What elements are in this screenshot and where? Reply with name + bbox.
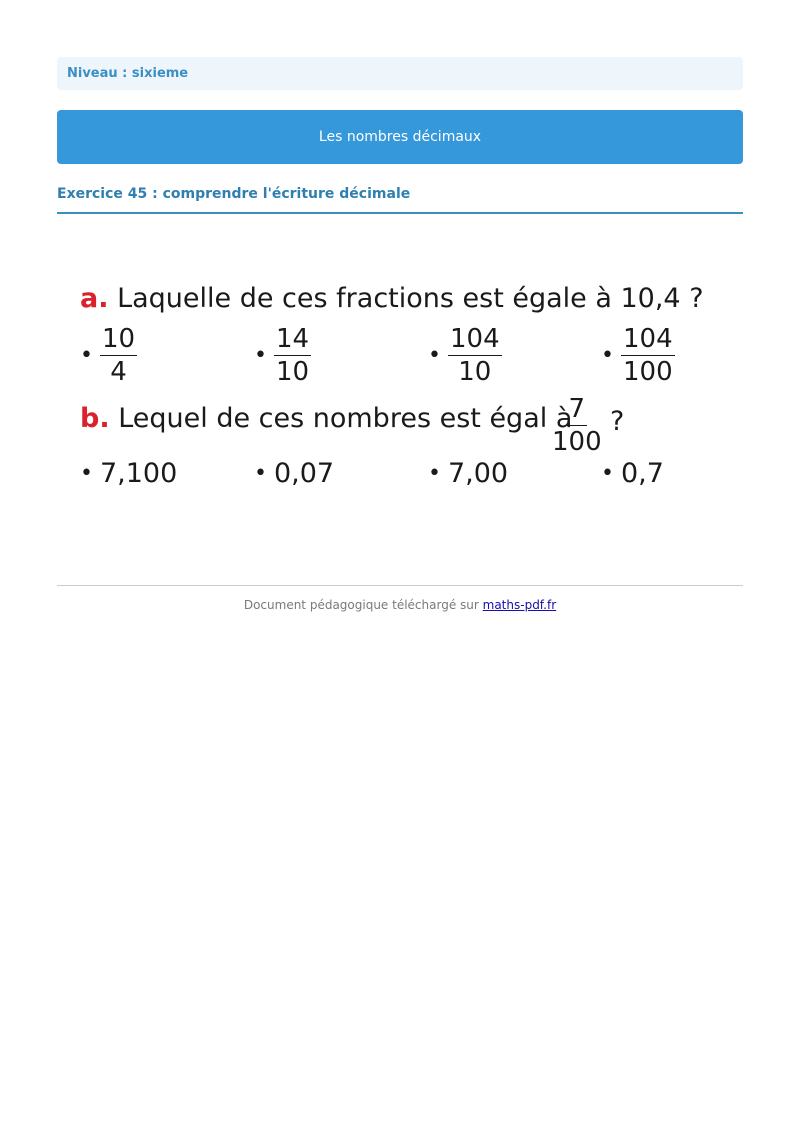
- numerator: 7: [568, 394, 586, 424]
- denominator: 10: [275, 356, 310, 387]
- question-a-letter: a.: [80, 283, 109, 314]
- option-value: 7,00: [447, 457, 509, 489]
- exercise-content: [80, 280, 720, 500]
- question-b-end: ?: [610, 406, 625, 437]
- footer-divider: [57, 585, 743, 586]
- bullet: •: [428, 342, 441, 368]
- bullet: •: [80, 460, 93, 486]
- bullet: •: [601, 460, 614, 486]
- bullet: •: [428, 460, 441, 486]
- option-a-1: [80, 325, 137, 385]
- option-value: 0,7: [620, 457, 664, 489]
- footer-text: Document pédagogique téléchargé sur: [243, 598, 483, 612]
- numerator: 14: [275, 323, 310, 354]
- title-divider: [57, 212, 743, 214]
- option-a-2: [254, 325, 311, 385]
- exercise-title: Exercice 45 : comprendre l'écriture décimale: [57, 186, 411, 202]
- bullet: •: [601, 342, 614, 368]
- question-b-options: [80, 453, 720, 493]
- footer-link[interactable]: maths-pdf.fr: [482, 598, 557, 612]
- question-b-text: Lequel de ces nombres est égal à: [118, 403, 573, 434]
- option-a-3: [428, 325, 502, 385]
- option-value: 0,07: [273, 457, 335, 489]
- denominator: 100: [552, 427, 602, 457]
- option-a-4: [601, 325, 675, 385]
- option-b-4: [601, 453, 664, 493]
- option-value: 7,100: [99, 457, 178, 489]
- fraction: [448, 323, 502, 387]
- option-b-3: [428, 453, 508, 493]
- bullet: •: [254, 342, 267, 368]
- question-a-text: Laquelle de ces fractions est égale à 10,4 ?: [117, 283, 704, 314]
- fraction: [100, 323, 137, 387]
- denominator: 4: [110, 356, 127, 387]
- question-b-fraction: [550, 396, 604, 455]
- option-b-1: [80, 453, 177, 493]
- bullet: •: [80, 342, 93, 368]
- level-label: Niveau : sixieme: [57, 57, 743, 90]
- numerator: 104: [622, 323, 673, 354]
- bullet: •: [254, 460, 267, 486]
- denominator: 10: [458, 356, 492, 387]
- option-b-2: [254, 453, 334, 493]
- numerator: 10: [101, 323, 136, 354]
- chapter-banner: Les nombres décimaux: [57, 110, 743, 164]
- question-a-options: [80, 325, 720, 385]
- footer: [57, 598, 743, 612]
- question-b: [80, 403, 572, 434]
- fraction: [621, 323, 675, 387]
- fraction: [274, 323, 311, 387]
- question-b-letter: b.: [80, 403, 110, 434]
- numerator: 104: [449, 323, 500, 354]
- question-a: [80, 283, 704, 314]
- denominator: 100: [622, 356, 673, 387]
